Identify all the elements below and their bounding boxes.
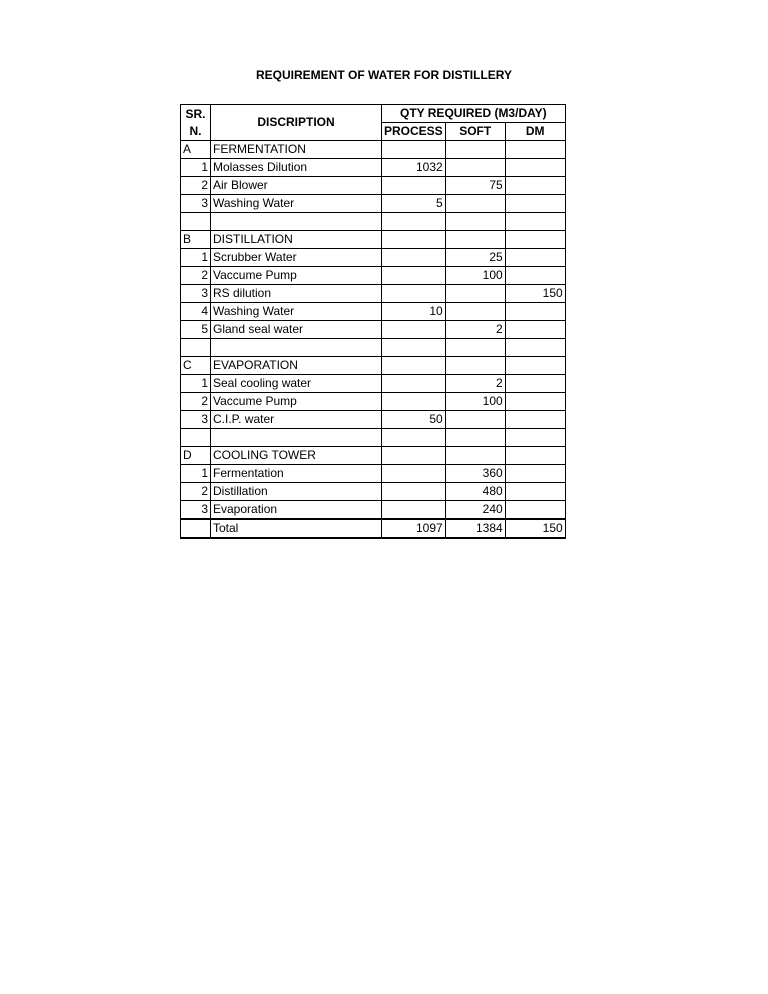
cell-sr: 2 <box>181 393 211 411</box>
cell-soft <box>445 231 505 249</box>
cell-dm <box>505 321 565 339</box>
cell-description: Vaccume Pump <box>211 267 382 285</box>
cell-soft <box>445 159 505 177</box>
table-row <box>181 375 566 393</box>
cell-description: Gland seal water <box>211 321 382 339</box>
cell-soft: 75 <box>445 177 505 195</box>
cell-soft: 100 <box>445 393 505 411</box>
cell-dm <box>505 357 565 375</box>
cell-dm: 150 <box>505 285 565 303</box>
cell-process: 5 <box>382 195 446 213</box>
cell-description <box>211 429 382 447</box>
cell-dm <box>505 159 565 177</box>
cell-dm <box>505 141 565 159</box>
water-requirement-table <box>180 104 566 539</box>
cell-sr: 1 <box>181 465 211 483</box>
cell-soft <box>445 411 505 429</box>
cell-dm <box>505 231 565 249</box>
cell-dm <box>505 339 565 357</box>
cell-process <box>382 177 446 195</box>
cell-soft: 360 <box>445 465 505 483</box>
cell-sr: 3 <box>181 501 211 520</box>
cell-description: C.I.P. water <box>211 411 382 429</box>
cell-soft: 100 <box>445 267 505 285</box>
cell-description <box>211 213 382 231</box>
table-row <box>181 483 566 501</box>
page-title: REQUIREMENT OF WATER FOR DISTILLERY <box>256 68 512 82</box>
cell-sr: 2 <box>181 483 211 501</box>
cell-soft: 25 <box>445 249 505 267</box>
cell-soft <box>445 357 505 375</box>
cell-sr: 1 <box>181 249 211 267</box>
cell-description: FERMENTATION <box>211 141 382 159</box>
cell-dm <box>505 213 565 231</box>
cell-process <box>382 141 446 159</box>
header-qty-required: QTY REQUIRED (M3/DAY) <box>382 105 566 123</box>
cell-soft <box>445 141 505 159</box>
cell-process <box>382 501 446 520</box>
table-row <box>181 249 566 267</box>
blank-row <box>181 429 566 447</box>
blank-row <box>181 339 566 357</box>
cell-description: Scrubber Water <box>211 249 382 267</box>
cell-sr: A <box>181 141 211 159</box>
cell-description: Distillation <box>211 483 382 501</box>
cell-description: Washing Water <box>211 195 382 213</box>
cell-process <box>382 393 446 411</box>
cell-soft <box>445 447 505 465</box>
cell-sr: 2 <box>181 177 211 195</box>
header-sr <box>181 105 211 141</box>
cell-description: RS dilution <box>211 285 382 303</box>
cell-dm <box>505 177 565 195</box>
cell-dm <box>505 267 565 285</box>
header-dm: DM <box>505 123 565 141</box>
cell-description: Vaccume Pump <box>211 393 382 411</box>
cell-process <box>382 429 446 447</box>
cell-process <box>382 447 446 465</box>
cell-description: Washing Water <box>211 303 382 321</box>
cell-sr: 2 <box>181 267 211 285</box>
section-row <box>181 357 566 375</box>
total-process: 1097 <box>382 519 446 538</box>
section-row <box>181 447 566 465</box>
total-dm: 150 <box>505 519 565 538</box>
cell-dm <box>505 483 565 501</box>
cell-description <box>211 339 382 357</box>
cell-soft: 240 <box>445 501 505 520</box>
total-row <box>181 519 566 538</box>
cell-sr <box>181 339 211 357</box>
table-body <box>181 141 566 520</box>
cell-soft <box>445 213 505 231</box>
cell-dm <box>505 465 565 483</box>
cell-dm <box>505 249 565 267</box>
table-row <box>181 393 566 411</box>
cell-dm <box>505 447 565 465</box>
cell-dm <box>505 375 565 393</box>
cell-sr <box>181 213 211 231</box>
table-row <box>181 303 566 321</box>
cell-process <box>382 249 446 267</box>
cell-soft: 2 <box>445 375 505 393</box>
cell-soft <box>445 303 505 321</box>
cell-process <box>382 465 446 483</box>
cell-process: 1032 <box>382 159 446 177</box>
cell-process <box>382 321 446 339</box>
cell-process <box>382 213 446 231</box>
table-row <box>181 159 566 177</box>
cell-process: 10 <box>382 303 446 321</box>
cell-soft: 480 <box>445 483 505 501</box>
cell-sr: C <box>181 357 211 375</box>
cell-description: Evaporation <box>211 501 382 520</box>
cell-process <box>382 483 446 501</box>
table-row <box>181 195 566 213</box>
table-row <box>181 501 566 520</box>
cell-process <box>382 339 446 357</box>
cell-description: Fermentation <box>211 465 382 483</box>
total-soft: 1384 <box>445 519 505 538</box>
cell-soft <box>445 285 505 303</box>
cell-dm <box>505 195 565 213</box>
cell-dm <box>505 411 565 429</box>
header-soft: SOFT <box>445 123 505 141</box>
cell-process <box>382 267 446 285</box>
cell-process: 50 <box>382 411 446 429</box>
total-label: Total <box>211 519 382 538</box>
cell-sr: 3 <box>181 285 211 303</box>
cell-dm <box>505 393 565 411</box>
cell-process <box>382 231 446 249</box>
cell-sr: B <box>181 231 211 249</box>
cell-dm <box>505 429 565 447</box>
cell-sr: 4 <box>181 303 211 321</box>
header-description: DISCRIPTION <box>211 105 382 141</box>
cell-sr: 5 <box>181 321 211 339</box>
table-row <box>181 411 566 429</box>
header-process: PROCESS <box>382 123 446 141</box>
cell-soft <box>445 429 505 447</box>
cell-description: COOLING TOWER <box>211 447 382 465</box>
cell-description: Air Blower <box>211 177 382 195</box>
cell-process <box>382 357 446 375</box>
cell-process <box>382 285 446 303</box>
header-sr-line2: N. <box>189 123 202 138</box>
cell-dm <box>505 501 565 520</box>
table-row <box>181 267 566 285</box>
cell-sr: D <box>181 447 211 465</box>
blank-row <box>181 213 566 231</box>
section-row <box>181 231 566 249</box>
cell-sr <box>181 429 211 447</box>
section-row <box>181 141 566 159</box>
table-row <box>181 321 566 339</box>
cell-sr: 1 <box>181 159 211 177</box>
table-row <box>181 465 566 483</box>
cell-sr: 3 <box>181 411 211 429</box>
cell-description: Molasses Dilution <box>211 159 382 177</box>
cell-sr: 1 <box>181 375 211 393</box>
cell-dm <box>505 303 565 321</box>
cell-sr: 3 <box>181 195 211 213</box>
cell-description: DISTILLATION <box>211 231 382 249</box>
total-sr <box>181 519 211 538</box>
header-sr-line1: SR. <box>185 106 206 121</box>
cell-description: EVAPORATION <box>211 357 382 375</box>
table-row <box>181 285 566 303</box>
cell-soft: 2 <box>445 321 505 339</box>
cell-process <box>382 375 446 393</box>
cell-soft <box>445 195 505 213</box>
cell-description: Seal cooling water <box>211 375 382 393</box>
table-row <box>181 177 566 195</box>
cell-soft <box>445 339 505 357</box>
